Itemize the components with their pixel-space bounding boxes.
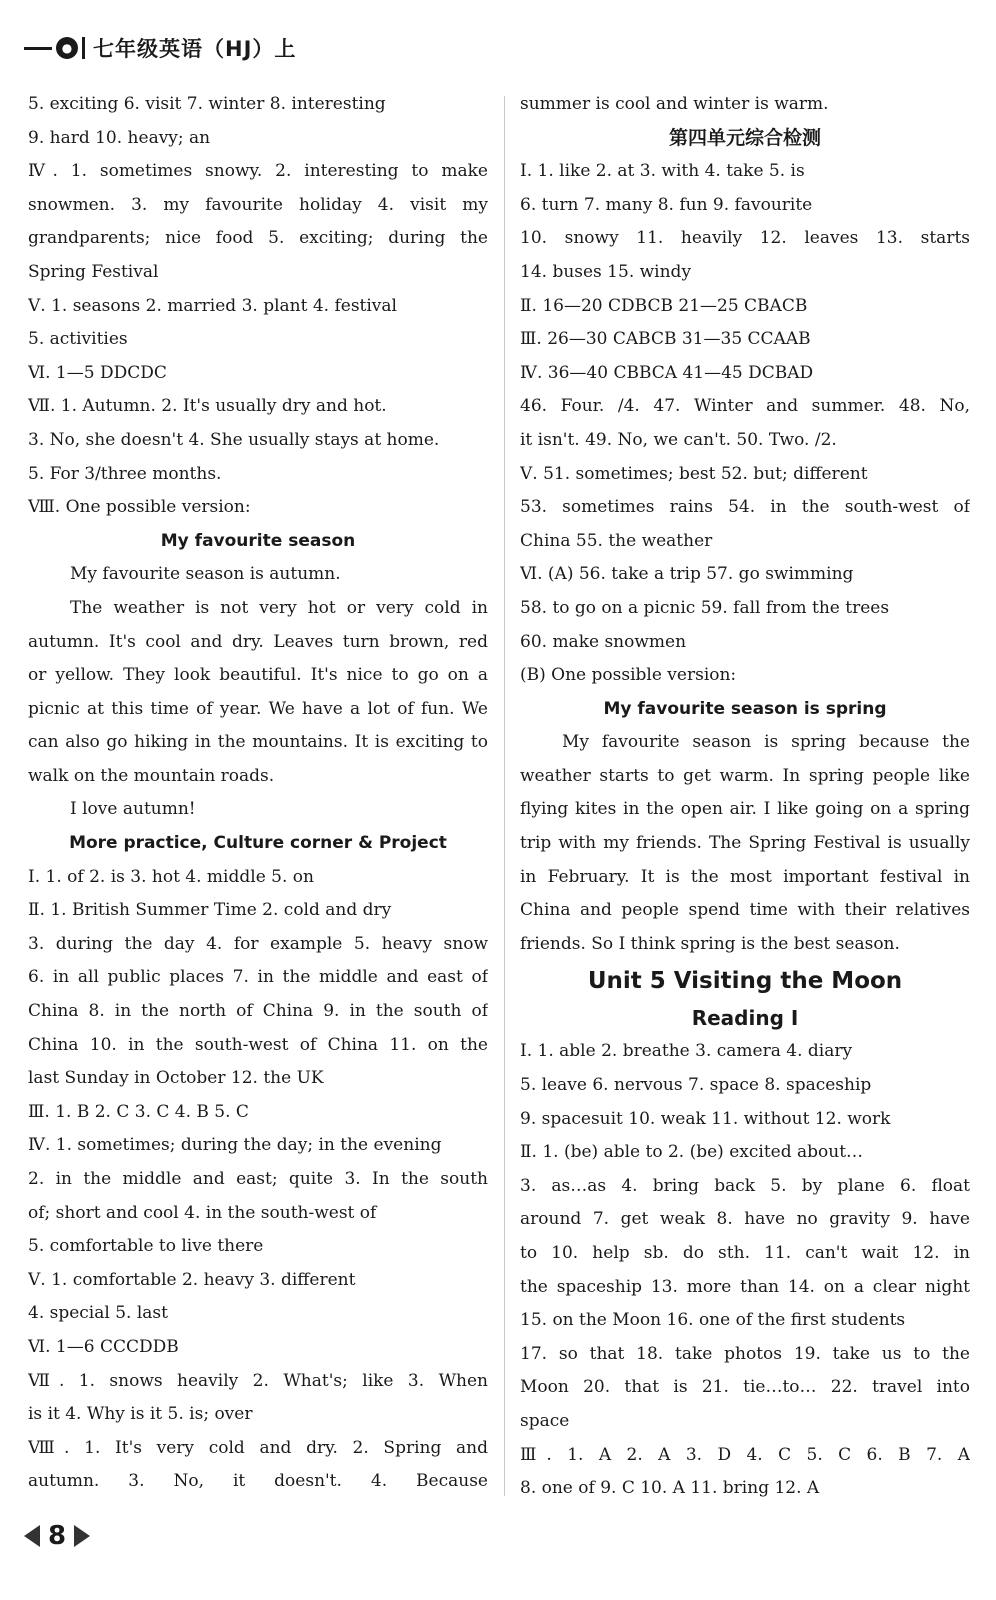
answer-line: 4. special 5. last — [28, 1303, 168, 1324]
answer-line: My favourite season is autumn. — [70, 564, 341, 585]
answer-line: trip with my friends. The Spring Festival is usually — [520, 833, 970, 854]
answer-line: 10. snowy 11. heavily 12. leaves 13. starts — [520, 228, 970, 249]
column-divider — [504, 96, 505, 1496]
answer-line: Ⅳ. 1. sometimes snowy. 2. interesting to make — [28, 161, 488, 182]
answer-line: or yellow. They look beautiful. It's nice to go on a — [28, 665, 488, 686]
answer-line: Ⅶ. 1. snows heavily 2. What's; like 3. When — [28, 1370, 488, 1391]
answer-line: 60. make snowmen — [520, 631, 687, 652]
answer-line: Reading Ⅰ — [691, 1006, 799, 1031]
answer-line: space — [520, 1410, 570, 1431]
answer-line: 46. Four. /4. 47. Winter and summer. 48. No, — [520, 396, 970, 417]
answer-line: walk on the mountain roads. — [28, 765, 275, 786]
answer-line: Ⅶ. 1. Autumn. 2. It's usually dry and hot. — [28, 396, 387, 417]
answer-line: 58. to go on a picnic 59. fall from the trees — [520, 597, 890, 618]
answer-line: Ⅳ. 36—40 CBBCA 41—45 DCBAD — [520, 362, 814, 383]
answer-line: around 7. get weak 8. have no gravity 9. have — [520, 1209, 970, 1230]
answer-line: autumn. 3. No, it doesn't. 4. Because — [28, 1471, 488, 1492]
answer-line: of; short and cool 4. in the south-west of — [28, 1202, 377, 1223]
answer-line: Ⅷ. 1. It's very cold and dry. 2. Spring and — [28, 1437, 488, 1458]
answer-line: My favourite season is spring — [603, 698, 887, 719]
page-header — [24, 30, 296, 66]
answer-line: 17. so that 18. take photos 19. take us to the — [520, 1343, 970, 1364]
right-column — [520, 88, 970, 1506]
answer-line: in February. It is the most important festival in — [520, 866, 970, 887]
answer-line: (B) One possible version: — [520, 665, 737, 686]
answer-line: 8. one of 9. C 10. A 11. bring 12. A — [520, 1478, 820, 1499]
answer-line: Ⅰ. 1. able 2. breathe 3. camera 4. diary — [520, 1041, 853, 1062]
answer-line: 3. during the day 4. for example 5. heavy snow — [28, 933, 488, 954]
answer-line: My favourite season is spring because the — [562, 732, 970, 753]
answer-line: friends. So I think spring is the best season. — [520, 933, 900, 954]
answer-line: it isn't. 49. No, we can't. 50. Two. /2. — [520, 429, 837, 450]
header-separator — [82, 37, 85, 59]
answer-line: Unit 5 Visiting the Moon — [587, 968, 903, 995]
answer-line: Ⅲ. 26—30 CABCB 31—35 CCAAB — [520, 329, 811, 350]
answer-line: autumn. It's cool and dry. Leaves turn brown, red — [28, 631, 488, 652]
answer-line: Ⅱ. 16—20 CDBCB 21—25 CBACB — [520, 295, 808, 316]
answer-line: is it 4. Why is it 5. is; over — [28, 1404, 253, 1425]
answer-line: 9. hard 10. heavy; an — [28, 127, 211, 148]
answer-line: can also go hiking in the mountains. It is exciting to — [28, 732, 488, 753]
page-footer — [24, 1516, 90, 1556]
answer-line: 5. exciting 6. visit 7. winter 8. interesting — [28, 94, 386, 114]
answer-line: 6. turn 7. many 8. fun 9. favourite — [520, 194, 813, 215]
answer-line: Spring Festival — [28, 261, 159, 282]
prev-arrow-icon — [24, 1525, 40, 1547]
answer-line: 5. leave 6. nervous 7. space 8. spaceship — [520, 1075, 872, 1096]
answer-line: 5. For 3/three months. — [28, 463, 222, 484]
answer-line: China 10. in the south-west of China 11. on the — [28, 1034, 488, 1055]
answer-line: Ⅱ. 1. British Summer Time 2. cold and dry — [28, 900, 392, 921]
answer-line: My favourite season — [160, 530, 356, 551]
answer-line: Ⅰ. 1. of 2. is 3. hot 4. middle 5. on — [28, 866, 314, 887]
answer-line: weather starts to get warm. In spring people like — [520, 765, 970, 786]
page-number: 8 — [48, 1521, 67, 1551]
answer-line: flying kites in the open air. I like going on a spring — [520, 799, 970, 820]
answer-line: 3. No, she doesn't 4. She usually stays at home. — [28, 429, 440, 450]
answer-line: 53. sometimes rains 54. in the south-west of — [520, 497, 970, 518]
answer-line: The weather is not very hot or very cold in — [70, 597, 488, 618]
page-title: 七年级英语（HJ）上 — [93, 37, 297, 61]
answer-line: 5. comfortable to live there — [28, 1236, 264, 1257]
answer-line: Moon 20. that is 21. tie…to… 22. travel into — [520, 1377, 970, 1398]
answer-line: Ⅱ. 1. (be) able to 2. (be) excited about… — [520, 1142, 864, 1163]
answer-line: 3. as…as 4. bring back 5. by plane 6. float — [520, 1175, 970, 1196]
answer-line: 5. activities — [28, 329, 128, 350]
answer-line: Ⅴ. 51. sometimes; best 52. but; different — [520, 463, 868, 484]
answer-line: Ⅵ. (A) 56. take a trip 57. go swimming — [520, 564, 854, 585]
answer-line: picnic at this time of year. We have a lot of fun. We — [28, 698, 488, 719]
answer-line: China 8. in the north of China 9. in the south of — [28, 1001, 488, 1022]
answer-line: the spaceship 13. more than 14. on a clear night — [520, 1276, 970, 1297]
answer-line: China 55. the weather — [520, 530, 713, 551]
answer-line: Ⅵ. 1—5 DDCDC — [28, 362, 167, 383]
next-arrow-icon — [74, 1525, 90, 1547]
answer-line: 2. in the middle and east; quite 3. In the south — [28, 1169, 488, 1189]
answer-line: 6. in all public places 7. in the middle and east of — [28, 967, 488, 988]
answer-line: Ⅰ. 1. like 2. at 3. with 4. take 5. is — [520, 161, 805, 182]
header-rule — [24, 47, 52, 50]
answer-line: 14. buses 15. windy — [520, 261, 692, 282]
answer-line: to 10. help sb. do sth. 11. can't wait 12. in — [520, 1243, 970, 1263]
left-column — [28, 88, 488, 1499]
answer-line: Ⅳ. 1. sometimes; during the day; in the evening — [28, 1135, 442, 1156]
answer-line: Ⅴ. 1. comfortable 2. heavy 3. different — [28, 1269, 356, 1290]
answer-line: snowmen. 3. my favourite holiday 4. visit my — [28, 194, 488, 215]
answer-line: 第四单元综合检测 — [668, 126, 821, 149]
answer-line: Ⅲ. 1. A 2. A 3. D 4. C 5. C 6. B 7. A — [520, 1444, 970, 1465]
answer-line: Ⅷ. One possible version: — [28, 497, 251, 518]
answer-line: grandparents; nice food 5. exciting; during the — [28, 228, 488, 249]
answer-line: More practice, Culture corner & Project — [69, 833, 447, 854]
answer-line: 15. on the Moon 16. one of the first students — [520, 1310, 906, 1331]
answer-line: Ⅴ. 1. seasons 2. married 3. plant 4. festival — [28, 295, 397, 316]
answer-line: 9. spacesuit 10. weak 11. without 12. work — [520, 1108, 891, 1129]
answer-line: Ⅲ. 1. B 2. C 3. C 4. B 5. C — [28, 1101, 249, 1122]
answer-line: summer is cool and winter is warm. — [520, 94, 829, 114]
answer-line: I love autumn! — [70, 799, 196, 820]
answer-line: Ⅵ. 1—6 CCCDDB — [28, 1336, 179, 1357]
answer-line: China and people spend time with their relatives — [520, 900, 970, 921]
book-icon: ● — [56, 37, 78, 59]
answer-line: last Sunday in October 12. the UK — [28, 1068, 324, 1089]
